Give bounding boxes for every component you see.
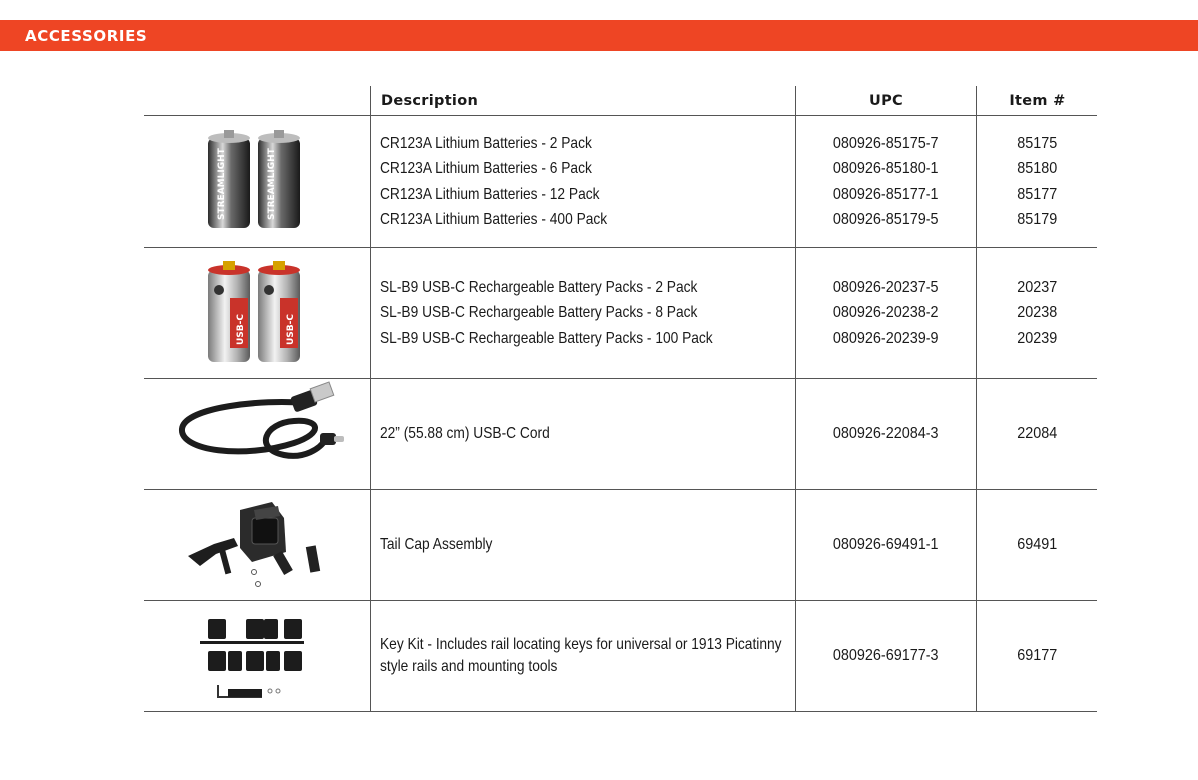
wrench-tool (188, 538, 238, 574)
upc-cell: 080926-69177-3 (833, 647, 939, 665)
usb-c-plug (320, 433, 344, 445)
tail-cap-assembly-photo (144, 490, 371, 600)
battery-left (208, 130, 250, 228)
section-banner (0, 20, 1198, 51)
item-number-cell: 20237 20238 20239 (1017, 278, 1058, 347)
table-row (144, 248, 1097, 378)
battery-right (258, 261, 300, 362)
header-description: Description (381, 93, 479, 109)
table-row (144, 601, 1097, 711)
upc-cell: 080926-85175-7 080926-85180-1 080926-85177-1 080926-85179-5 (833, 134, 939, 228)
description-cell: SL-B9 USB-C Rechargeable Battery Packs - 2 Pack SL-B9 USB-C Rechargeable Battery Packs - 8 Pack SL-B9 USB-C Rechargeable Battery Packs - 100 Pack (380, 278, 713, 347)
header-upc: UPC (869, 93, 903, 109)
battery-left (208, 261, 250, 362)
rail-keys-top (200, 619, 304, 644)
section-title: ACCESSORIES (25, 27, 148, 45)
description-cell: Tail Cap Assembly (380, 536, 493, 554)
svg-text:STREAMLIGHT: STREAMLIGHT (217, 148, 227, 220)
item-number-cell: 22084 (1017, 425, 1058, 443)
svg-text:USB-C: USB-C (286, 314, 296, 345)
sl-b9-rechargeable-battery-photo (144, 248, 371, 378)
key-kit-photo (144, 601, 371, 711)
usb-c-cord-photo (144, 379, 371, 489)
hex-tool (218, 685, 280, 697)
upc-cell: 080926-22084-3 (833, 425, 939, 443)
table-row (144, 490, 1097, 600)
item-number-cell: 69177 (1017, 647, 1058, 665)
svg-text:STREAMLIGHT: STREAMLIGHT (267, 148, 277, 220)
header-item-number: Item # (1009, 93, 1066, 109)
upc-cell: 080926-69491-1 (833, 536, 939, 554)
bottom-rule (144, 711, 1097, 712)
item-number-cell: 85175 85180 85177 85179 (1017, 134, 1058, 228)
description-cell: Key Kit - Includes rail locating keys for universal or 1913 Picatinny style rails and mounting tools (380, 636, 782, 675)
table-row (144, 116, 1097, 247)
description-cell: 22” (55.88 cm) USB-C Cord (380, 425, 550, 443)
usb-a-plug (290, 382, 334, 413)
accessories-table (144, 86, 1097, 712)
table-row (144, 379, 1097, 489)
upc-cell: 080926-20237-5 080926-20238-2 080926-20239-9 (833, 278, 939, 347)
item-number-cell: 69491 (1017, 536, 1058, 554)
rail-keys-bottom (208, 651, 302, 671)
battery-right (258, 130, 300, 228)
svg-text:USB-C: USB-C (236, 314, 246, 345)
cr123a-batteries-photo (144, 116, 371, 247)
description-cell: CR123A Lithium Batteries - 2 Pack CR123A Lithium Batteries - 6 Pack CR123A Lithium Batteries - 12 Pack CR123A Lithium Batteries - 400 Pack (380, 134, 608, 228)
